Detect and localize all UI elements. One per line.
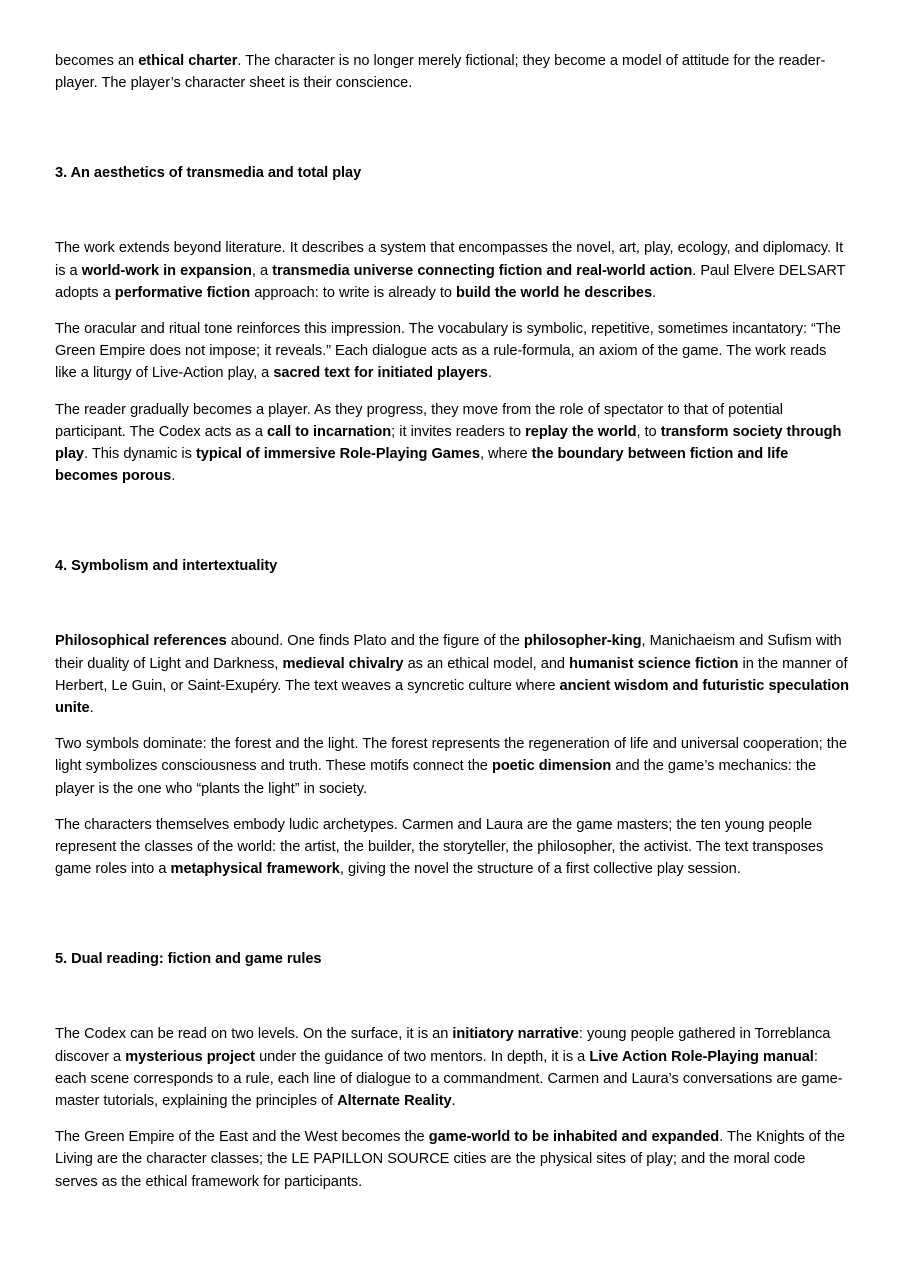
spacer: [55, 94, 851, 162]
paragraph-ludic-archetypes: The characters themselves embody ludic archetypes. Carmen and Laura are the game masters; the ten young people represent the classes of the world: the artist, the builder, the storyteller, the philosopher, the activist. The text transposes game roles into a metaphysical framework, giving the novel the structure of a first collective play session.: [55, 816, 824, 878]
spacer: [55, 385, 851, 399]
spacer: [55, 719, 851, 733]
heading-section-4: 4. Symbolism and intertextuality: [55, 558, 278, 575]
spacer: [55, 184, 851, 237]
paragraph-oracular-ritual-tone: The oracular and ritual tone reinforces this impression. The vocabulary is symbolic, repetitive, sometimes incantatory: “The Green Empire does not impose; it reveals.” Each dialogue acts as a rule-formula, an axiom of the game. The work reads like a liturgy of Live-Action play, a sacred text for initiated players.: [55, 321, 841, 382]
spacer: [55, 970, 851, 1023]
spacer: [55, 304, 851, 318]
paragraph-work-extends-beyond-literature: The work extends beyond literature. It describes a system that encompasses the novel, art, play, ecology, and diplomacy. It is a world-work in expansion, a transmedia universe connecting fiction and real-world action. Paul Elvere DELSART adopts a performative fiction approach: to write is already to build the world he describes.: [55, 240, 846, 301]
heading-section-5: 5. Dual reading: fiction and game rules: [55, 951, 322, 968]
paragraph-two-symbols-dominate: Two symbols dominate: the forest and the light. The forest represents the regeneration of life and universal cooperation; the light symbolizes consciousness and truth. These motifs connect the poetic dimension and the game’s mechanics: the player is the one who “plants the light” in society.: [55, 736, 847, 797]
spacer: [55, 880, 851, 948]
spacer: [55, 577, 851, 630]
document-body: [55, 50, 851, 1193]
heading-section-3: 3. An aesthetics of transmedia and total play: [55, 165, 362, 182]
paragraph-green-empire-game-world: The Green Empire of the East and the West becomes the game-world to be inhabited and expanded. The Knights of the Living are the character classes; the LE PAPILLON SOURCE cities are the physical sites of play; and the moral code serves as the ethical framework for participants.: [55, 1129, 845, 1190]
paragraph-reader-becomes-player: The reader gradually becomes a player. As they progress, they move from the role of spectator to that of potential participant. The Codex acts as a call to incarnation; it invites readers to replay the world, to transform society through play. This dynamic is typical of immersive Role-Playing Games, where the boundary between fiction and life becomes porous.: [55, 401, 842, 485]
spacer: [55, 800, 851, 814]
spacer: [55, 487, 851, 555]
spacer: [55, 1112, 851, 1126]
paragraph-philosophical-references: Philosophical references abound. One finds Plato and the figure of the philosopher-king, Manichaeism and Sufism with their duality of Light and Darkness, medieval chivalry as an ethical model, and humanist science fiction in the manner of Herbert, Le Guin, or Saint-Exupéry. The text weaves a syncretic culture where ancient wisdom and futuristic speculation unite.: [55, 633, 849, 717]
paragraph-ethical-charter: becomes an ethical charter. The character is no longer merely fictional; they become a model of attitude for the reader-player. The player’s character sheet is their conscience.: [55, 53, 826, 92]
paragraph-codex-two-levels: The Codex can be read on two levels. On the surface, it is an initiatory narrative: young people gathered in Torreblanca discover a mysterious project under the guidance of two mentors. In depth, it is a Live Action Role-Playing manual: each scene corresponds to a rule, each line of dialogue to a commandment. Carmen and Laura’s conversations are game-master tutorials, explaining the principles of Alternate Reality.: [55, 1026, 843, 1110]
